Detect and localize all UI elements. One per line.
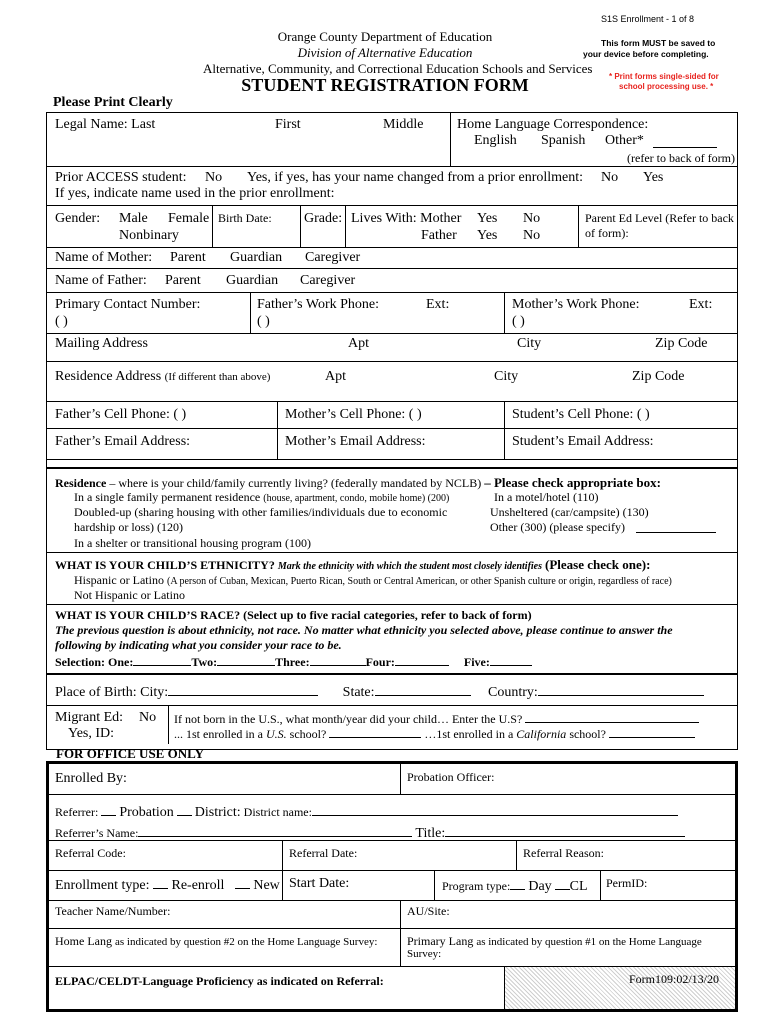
form-title: STUDENT REGISTRATION FORM bbox=[241, 75, 529, 95]
gender-male[interactable]: Male bbox=[119, 211, 148, 226]
page-label: S1S Enrollment - 1 of 8 bbox=[601, 14, 695, 24]
migrant-no[interactable]: No bbox=[139, 710, 157, 725]
residence-opt-shelter[interactable]: In a shelter or transitional housing program (100) bbox=[74, 536, 311, 550]
migrant-yes-id[interactable]: Yes, ID: bbox=[68, 726, 115, 741]
residence-zip-label: Zip Code bbox=[632, 369, 685, 384]
mailing-zip-label: Zip Code bbox=[655, 336, 708, 351]
mother-yes[interactable]: Yes bbox=[477, 211, 498, 226]
referrer-row: Referrer: Probation District: District name: bbox=[55, 803, 678, 821]
probation-officer-label: Probation Officer: bbox=[407, 770, 495, 784]
race-selection-row: Selection: One: Two: Three: Four: Five: bbox=[55, 653, 532, 670]
parent-ed-label-2: of form): bbox=[585, 226, 629, 240]
mother-cell-label: Mother’s Cell Phone: ( ) bbox=[285, 407, 422, 422]
primary-contact-label: Primary Contact Number: bbox=[55, 297, 201, 312]
first-enrolled-row: ... 1st enrolled in a U.S. school? …1st enrolled in a California school? bbox=[174, 725, 695, 742]
father-guardian-option[interactable]: Guardian bbox=[226, 273, 279, 288]
enrollment-type-row: Enrollment type: Re-enroll New bbox=[55, 878, 280, 893]
elpac-label: ELPAC/CELDT-Language Proficiency as indicated on Referral: bbox=[55, 974, 384, 988]
referral-date-label: Referral Date: bbox=[289, 846, 358, 860]
teacher-label: Teacher Name/Number: bbox=[55, 904, 171, 918]
lives-with-mother: Lives With: Mother bbox=[351, 211, 462, 226]
programs-name: Alternative, Community, and Correctional Education Schools and Services bbox=[203, 61, 593, 76]
ethnicity-hispanic[interactable]: Hispanic or Latino (A person of Cuban, Mexican, Puerto Rican, South or Central American, or other Spanish culture or origin, regardless of race) bbox=[74, 573, 672, 587]
father-work-label: Father’s Work Phone: bbox=[257, 297, 380, 312]
prior-name-label: If yes, indicate name used in the prior enrollment: bbox=[55, 186, 335, 201]
prior-access-label: Prior ACCESS student: bbox=[55, 170, 187, 185]
primary-lang-label: Primary Lang as indicated by question #1 on the Home Language bbox=[407, 934, 702, 948]
home-lang-label: Home Language Correspondence: bbox=[457, 117, 649, 132]
program-type-row: Program type: Day CL bbox=[442, 879, 588, 894]
referrer-name-field[interactable] bbox=[138, 824, 412, 837]
reenroll-check[interactable] bbox=[153, 876, 168, 889]
race-three-field[interactable] bbox=[310, 653, 366, 666]
prior-yes-option[interactable]: Yes, if yes, has your name changed from a prior enrollment: bbox=[247, 170, 584, 185]
birth-place-row: Place of Birth: City: State: Country: bbox=[55, 683, 704, 701]
ethnicity-question: WHAT IS YOUR CHILD’S ETHNICITY? Mark the ethnicity with which the student most closely identifies (Please check one): bbox=[55, 557, 651, 572]
father-work-field[interactable]: ( ) bbox=[257, 314, 270, 329]
mother-parent-option[interactable]: Parent bbox=[170, 250, 206, 265]
us-school-field[interactable] bbox=[329, 725, 421, 738]
print-clearly-label: Please Print Clearly bbox=[53, 95, 173, 110]
grade-label: Grade: bbox=[304, 211, 343, 226]
father-cell-label: Father’s Cell Phone: ( ) bbox=[55, 407, 187, 422]
primary-contact-field[interactable]: ( ) bbox=[55, 314, 68, 329]
us-entry-field[interactable] bbox=[525, 710, 699, 723]
father-parent-option[interactable]: Parent bbox=[165, 273, 201, 288]
race-four-field[interactable] bbox=[395, 653, 449, 666]
mother-work-field[interactable]: ( ) bbox=[512, 314, 525, 329]
ca-school-field[interactable] bbox=[609, 725, 695, 738]
other-option[interactable]: Other* bbox=[605, 133, 644, 148]
mother-email-label: Mother’s Email Address: bbox=[285, 434, 426, 449]
mother-name-label: Name of Mother: bbox=[55, 250, 153, 265]
gender-label: Gender: bbox=[55, 211, 101, 226]
save-notice: This form MUST be saved to bbox=[601, 38, 716, 48]
race-five-field[interactable] bbox=[490, 653, 532, 666]
home-lang-office-label: Home Lang as indicated by question #2 on the Home Language Survey: bbox=[55, 934, 378, 948]
mother-caregiver-option[interactable]: Caregiver bbox=[305, 250, 361, 265]
birth-city-field[interactable] bbox=[168, 683, 318, 696]
form-number: Form109:02/13/20 bbox=[629, 972, 720, 986]
residence-address-label: Residence Address (If different than above) bbox=[55, 369, 271, 384]
district-name-field[interactable] bbox=[312, 803, 678, 816]
mailing-address-label: Mailing Address bbox=[55, 336, 148, 351]
parent-ed-label: Parent Ed Level (Refer to back bbox=[585, 211, 734, 225]
print-notice-2: school processing use. * bbox=[619, 82, 714, 91]
race-question: WHAT IS YOUR CHILD’S RACE? (Select up to five racial categories, refer to back of form) bbox=[55, 608, 532, 622]
father-yes[interactable]: Yes bbox=[477, 228, 498, 243]
referrer-probation-check[interactable] bbox=[101, 803, 116, 816]
au-site-label: AU/Site: bbox=[407, 904, 450, 918]
name-changed-yes[interactable]: Yes bbox=[643, 170, 664, 185]
spanish-option[interactable]: Spanish bbox=[541, 133, 586, 148]
gender-nonbinary[interactable]: Nonbinary bbox=[119, 228, 179, 243]
lives-with-father: Father bbox=[421, 228, 457, 243]
birth-state-field[interactable] bbox=[375, 683, 471, 696]
mother-no[interactable]: No bbox=[523, 211, 541, 226]
residence-opt-single-family[interactable]: In a single family permanent residence (house, apartment, condo, mobile home) (200) bbox=[74, 490, 450, 504]
residence-opt-motel[interactable]: In a motel/hotel (110) bbox=[494, 490, 599, 504]
father-ext-label: Ext: bbox=[426, 297, 450, 312]
legal-name-label: Legal Name: Last bbox=[55, 117, 156, 132]
refer-back-note: (refer to back of form) bbox=[627, 151, 735, 165]
gender-female[interactable]: Female bbox=[168, 211, 210, 226]
name-changed-no[interactable]: No bbox=[601, 170, 619, 185]
race-two-field[interactable] bbox=[217, 653, 275, 666]
permid-label: PermID: bbox=[606, 876, 648, 890]
residence-other-field[interactable] bbox=[636, 532, 716, 533]
referrer-name-row: Referrer’s Name: Title: bbox=[55, 824, 685, 842]
middle-name-label: Middle bbox=[383, 117, 424, 132]
print-notice: * Print forms single-sided for bbox=[609, 72, 719, 81]
race-one-field[interactable] bbox=[133, 653, 191, 666]
residence-city-label: City bbox=[494, 369, 519, 384]
referral-code-label: Referral Code: bbox=[55, 846, 126, 860]
referrer-title-field[interactable] bbox=[445, 824, 685, 837]
father-caregiver-option[interactable]: Caregiver bbox=[300, 273, 356, 288]
residence-opt-other[interactable]: Other (300) (please specify) bbox=[490, 520, 625, 534]
enrolled-by-label: Enrolled By: bbox=[55, 771, 127, 786]
residence-opt-doubled-up[interactable]: Doubled-up (sharing housing with other families/individuals due to economic bbox=[74, 505, 448, 519]
mailing-apt-label: Apt bbox=[348, 336, 369, 351]
father-no[interactable]: No bbox=[523, 228, 541, 243]
residence-opt-doubled-up-2: hardship or loss) (120) bbox=[74, 520, 183, 534]
mother-work-label: Mother’s Work Phone: bbox=[512, 297, 640, 312]
division-name: Division of Alternative Education bbox=[297, 45, 473, 60]
race-note-2: following by indicating what you consider your race to be. bbox=[55, 638, 342, 652]
survey-label: Survey: bbox=[407, 948, 442, 960]
office-use-heading: FOR OFFICE USE ONLY bbox=[56, 746, 204, 761]
birth-country-field[interactable] bbox=[538, 683, 704, 696]
mailing-city-label: City bbox=[517, 336, 542, 351]
us-entry-question: If not born in the U.S., what month/year did your child… Enter the U.S? bbox=[174, 710, 699, 727]
save-notice-2: your device before completing. bbox=[583, 49, 709, 59]
other-language-field[interactable] bbox=[653, 147, 717, 148]
prior-no-option[interactable]: No bbox=[205, 170, 223, 185]
day-check[interactable] bbox=[510, 877, 525, 890]
mother-guardian-option[interactable]: Guardian bbox=[230, 250, 283, 265]
migrant-label: Migrant Ed: bbox=[55, 710, 124, 725]
mother-ext-label: Ext: bbox=[689, 297, 713, 312]
father-name-label: Name of Father: bbox=[55, 273, 147, 288]
birth-date-label: Birth Date: bbox=[218, 211, 272, 225]
race-note: The previous question is about ethnicity, not race. No matter what ethnicity you selected above, please continue to answer the bbox=[55, 623, 673, 637]
org-name: Orange County Department of Education bbox=[277, 29, 493, 44]
new-check[interactable] bbox=[235, 876, 250, 889]
father-email-label: Father’s Email Address: bbox=[55, 434, 191, 449]
student-email-label: Student’s Email Address: bbox=[512, 434, 654, 449]
residence-question: Residence – where is your child/family currently living? (federally mandated by NCLB) – Please check appropriate box: bbox=[55, 475, 661, 490]
english-option[interactable]: English bbox=[474, 133, 517, 148]
ethnicity-not-hispanic[interactable]: Not Hispanic or Latino bbox=[74, 588, 185, 602]
residence-apt-label: Apt bbox=[325, 369, 346, 384]
start-date-label: Start Date: bbox=[289, 876, 350, 891]
residence-opt-unsheltered[interactable]: Unsheltered (car/campsite) (130) bbox=[490, 505, 649, 519]
first-name-label: First bbox=[275, 117, 301, 132]
referrer-district-check[interactable] bbox=[177, 803, 192, 816]
referral-reason-label: Referral Reason: bbox=[523, 846, 604, 860]
cl-check[interactable] bbox=[555, 877, 570, 890]
student-cell-label: Student’s Cell Phone: ( ) bbox=[512, 407, 650, 422]
